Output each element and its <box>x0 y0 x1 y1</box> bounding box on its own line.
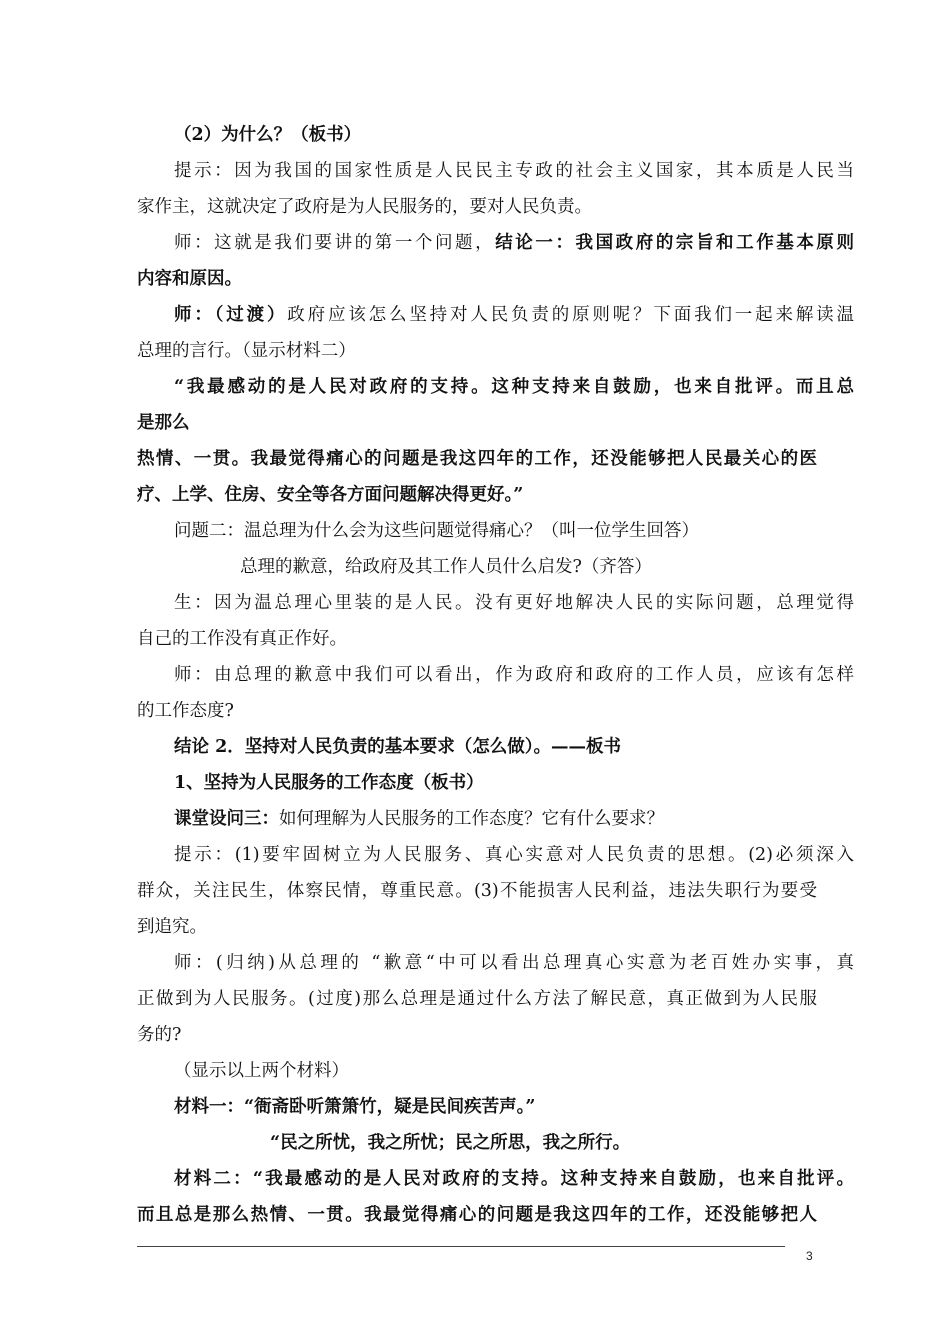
teacher-question <box>174 663 854 687</box>
material-two-cont <box>137 1203 817 1227</box>
text-segment: 务的? <box>137 1025 182 1045</box>
text-segment: 提示：因为我国的国家性质是人民民主专政的社会主义国家，其本质是人民当 <box>174 161 854 181</box>
teacher-question-cont <box>137 699 817 723</box>
text-segment: 热情、一贯。我最觉得痛心的问题是我这四年的工作，还没能够把人民最关心的医 <box>137 449 817 469</box>
quote-material-2-cont-2 <box>137 447 817 471</box>
text-segment: 的工作态度? <box>137 701 234 721</box>
question-two-sub <box>240 555 920 579</box>
text-segment: “我最感动的是人民对政府的支持。这种支持来自鼓励，也来自批评。而且总 <box>174 377 854 397</box>
footer-divider <box>137 1246 785 1247</box>
text-segment: 家作主，这就决定了政府是为人民服务的，要对人民负责。 <box>137 197 592 217</box>
student-answer-cont <box>137 627 817 651</box>
text-segment: 政府应该怎么坚持对人民负责的原则呢？下面我们一起来解读温 <box>287 305 854 325</box>
question-two <box>174 519 854 543</box>
text-segment: 而且总是那么热情、一贯。我最觉得痛心的问题是我这四年的工作，还没能够把人 <box>137 1205 817 1225</box>
text-segment: 是那么 <box>137 413 190 433</box>
material-two <box>174 1167 854 1191</box>
text-segment: 问题二：温总理为什么会为这些问题觉得痛心？（叫一位学生回答） <box>174 521 699 541</box>
text-segment: 生：因为温总理心里装的是人民。没有更好地解决人民的实际问题，总理觉得 <box>174 593 854 613</box>
paragraph-hint-1 <box>174 159 854 183</box>
paragraph-hint-1-cont <box>137 195 817 219</box>
material-one <box>174 1095 854 1119</box>
material-one-cont <box>270 1131 950 1155</box>
text-segment: 内容和原因。 <box>137 269 242 289</box>
paragraph-hint-2 <box>174 843 854 867</box>
paragraph-teacher-conclusion-1 <box>174 231 854 255</box>
text-segment: 正做到为人民服务。(过度)那么总理是通过什么方法了解民意，真正做到为人民服 <box>137 989 817 1009</box>
paragraph-hint-2-cont-2 <box>137 915 817 939</box>
text-segment: 1、坚持为人民服务的工作态度（板书） <box>174 773 484 793</box>
student-answer <box>174 591 854 615</box>
text-segment: （2）为什么？（板书） <box>174 125 362 145</box>
paragraph-teacher-conclusion-1-cont <box>137 267 817 291</box>
class-question-three <box>174 807 854 831</box>
quote-material-2-cont-3 <box>137 483 817 507</box>
text-segment: 师：(归纳)从总理的 “歉意“中可以看出总理真心实意为老百姓办实事，真 <box>174 953 854 973</box>
paragraph-transition <box>174 303 854 327</box>
text-segment: （显示以上两个材料） <box>174 1061 349 1081</box>
paragraph-summary-cont-2 <box>137 1023 817 1047</box>
text-segment: 结论 2．坚持对人民负责的基本要求（怎么做）。——板书 <box>174 737 622 757</box>
text-segment: 材料一：“衙斋卧听箫箫竹，疑是民间疾苦声。” <box>174 1097 536 1117</box>
text-segment: 总理的言行。（显示材料二） <box>137 341 356 361</box>
paragraph-summary-cont-1 <box>137 987 817 1011</box>
paragraph-transition-cont <box>137 339 817 363</box>
text-segment: 师：这就是我们要讲的第一个问题， <box>174 233 496 253</box>
text-segment: 师：（过渡） <box>174 305 288 325</box>
heading-why <box>174 123 854 147</box>
text-segment: 总理的歉意，给政府及其工作人员什么启发?（齐答） <box>240 557 652 577</box>
text-segment: 自己的工作没有真正作好。 <box>137 629 347 649</box>
text-segment: “民之所忧，我之所忧；民之所思，我之所行。 <box>270 1133 631 1153</box>
quote-material-2-cont-1 <box>137 411 817 435</box>
page-number: 3 <box>806 1249 813 1263</box>
text-segment: 疗、上学、住房、安全等各方面问题解决得更好。” <box>137 485 524 505</box>
text-segment: 结论一：我国政府的宗旨和工作基本原则 <box>495 233 854 253</box>
conclusion-2-heading <box>174 735 854 759</box>
text-segment: 材料二：“我最感动的是人民对政府的支持。这种支持来自鼓励，也来自批评。 <box>174 1169 854 1189</box>
show-materials-note <box>174 1059 854 1083</box>
quote-material-2 <box>174 375 854 399</box>
paragraph-summary <box>174 951 854 975</box>
text-segment: 师：由总理的歉意中我们可以看出，作为政府和政府的工作人员，应该有怎样 <box>174 665 854 685</box>
text-segment: 提示：(1)要牢固树立为人民服务、真心实意对人民负责的思想。(2)必须深入 <box>174 845 854 865</box>
text-segment: 课堂设问三： <box>174 809 279 829</box>
text-segment: 群众，关注民生，体察民情，尊重民意。(3)不能损害人民利益，违法失职行为要受 <box>137 881 817 901</box>
text-segment: 如何理解为人民服务的工作态度？它有什么要求？ <box>279 809 664 829</box>
subheading-service-attitude <box>174 771 854 795</box>
paragraph-hint-2-cont-1 <box>137 879 817 903</box>
text-segment: 到追究。 <box>137 917 207 937</box>
